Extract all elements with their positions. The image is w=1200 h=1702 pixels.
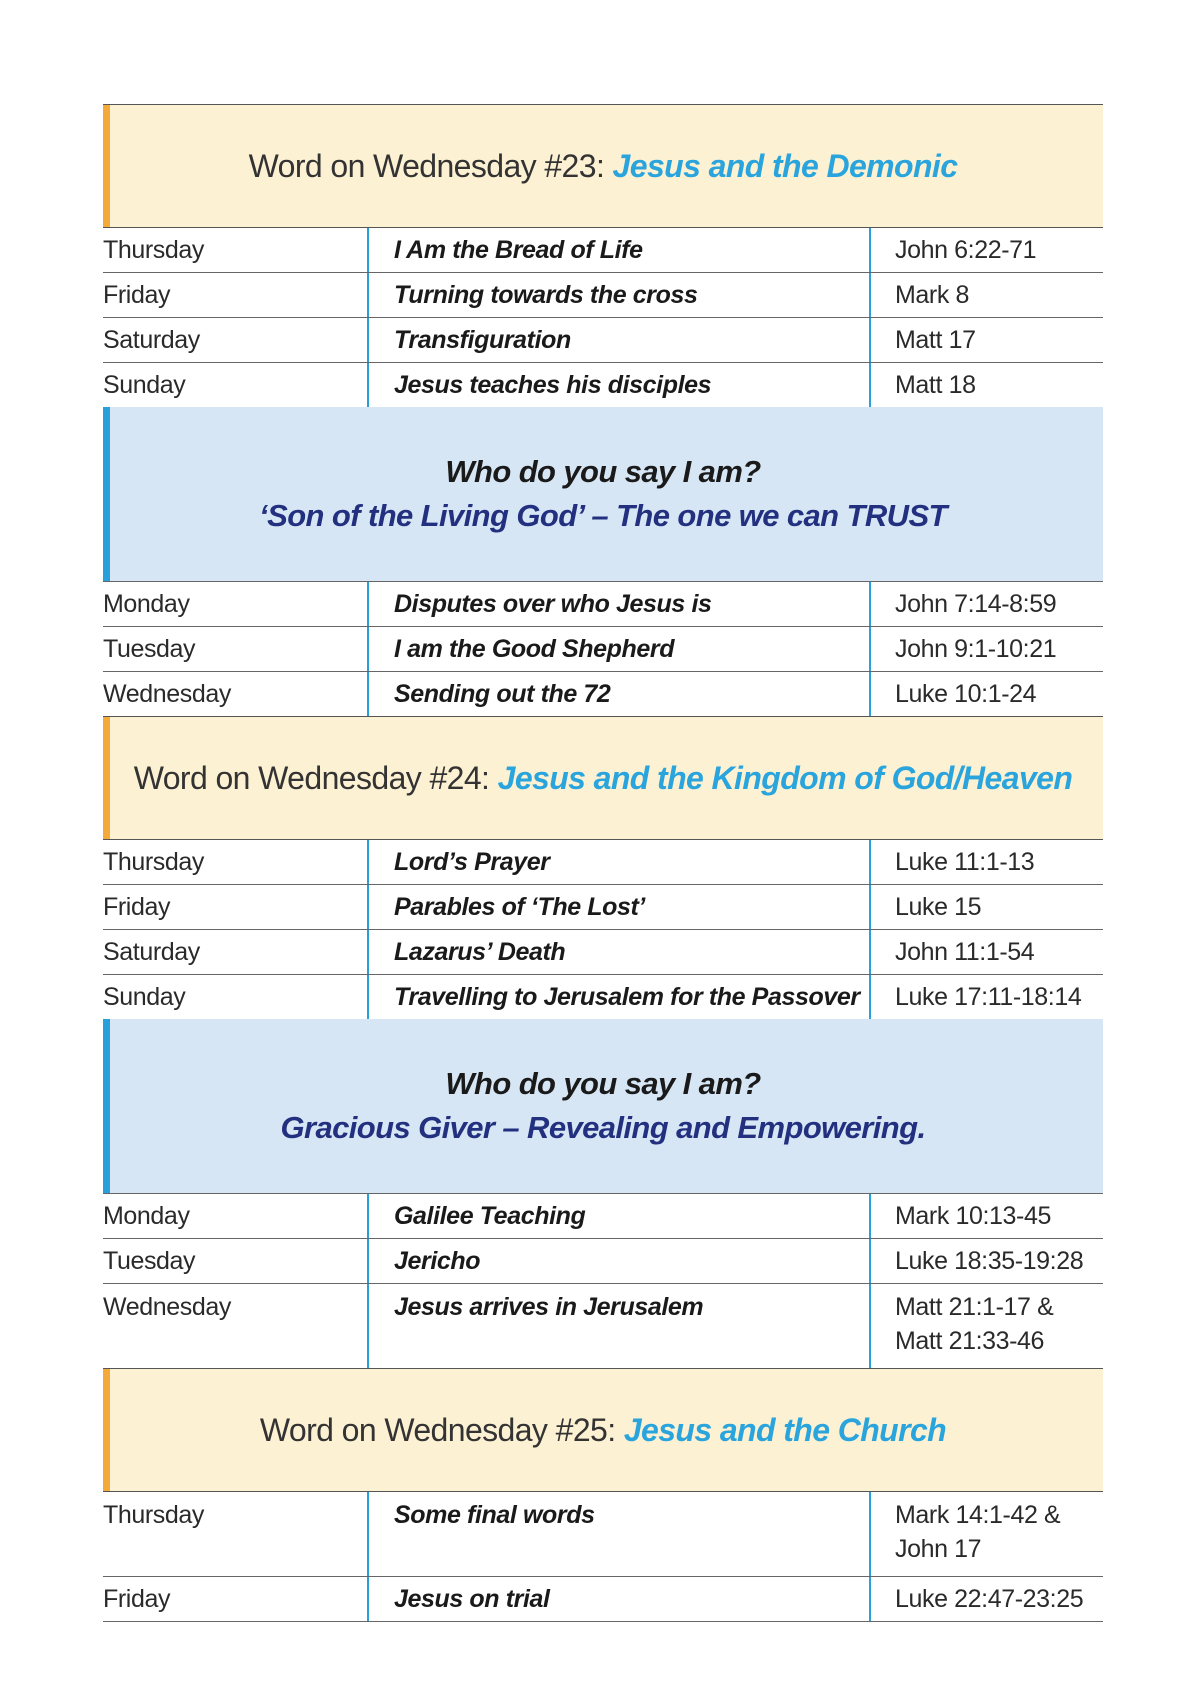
reference-cell: Luke 10:1-24 bbox=[869, 672, 1103, 716]
day-cell: Tuesday bbox=[103, 1247, 196, 1275]
title-cell: Jesus arrives in Jerusalem bbox=[367, 1284, 869, 1368]
who-banner-1 bbox=[103, 407, 1103, 581]
reference-cell: Luke 22:47-23:25 bbox=[869, 1577, 1103, 1621]
table-row bbox=[103, 273, 1103, 318]
reference-cell: John 6:22-71 bbox=[869, 228, 1103, 272]
reading-rows bbox=[103, 1193, 1103, 1368]
table-row bbox=[103, 228, 1103, 273]
day-cell: Sunday bbox=[103, 371, 186, 399]
wow-prefix: Word on Wednesday #23: bbox=[248, 147, 605, 184]
wow-prefix: Word on Wednesday #24: bbox=[133, 759, 490, 796]
table-row bbox=[103, 627, 1103, 672]
title-cell: Lazarus’ Death bbox=[367, 930, 869, 974]
title-cell: Lord’s Prayer bbox=[367, 840, 869, 884]
day-cell: Wednesday bbox=[103, 1293, 231, 1321]
wow-prefix: Word on Wednesday #25: bbox=[259, 1411, 616, 1448]
title-cell: Jesus on trial bbox=[367, 1577, 869, 1621]
reference-cell bbox=[869, 1284, 1103, 1368]
reading-plan bbox=[103, 104, 1103, 1622]
reference-cell: Luke 18:35-19:28 bbox=[869, 1239, 1103, 1283]
who-banner-2 bbox=[103, 1019, 1103, 1193]
wow-header-24 bbox=[103, 716, 1103, 840]
reference-line: Mark 14:1-42 & bbox=[895, 1501, 1061, 1529]
reading-rows bbox=[103, 840, 1103, 1019]
table-row bbox=[103, 318, 1103, 363]
reference-cell: Mark 8 bbox=[869, 273, 1103, 317]
day-cell: Monday bbox=[103, 1202, 190, 1230]
reference-cell: Matt 17 bbox=[869, 318, 1103, 362]
day-cell: Thursday bbox=[103, 1501, 205, 1529]
day-cell: Monday bbox=[103, 590, 190, 618]
table-row bbox=[103, 975, 1103, 1019]
title-cell: Travelling to Jerusalem for the Passover bbox=[367, 975, 869, 1019]
reading-rows bbox=[103, 1492, 1103, 1622]
title-cell: I Am the Bread of Life bbox=[367, 228, 869, 272]
day-cell: Friday bbox=[103, 1585, 171, 1613]
table-row bbox=[103, 1193, 1103, 1239]
day-cell: Friday bbox=[103, 281, 171, 309]
reference-cell bbox=[869, 1492, 1103, 1576]
title-cell: Galilee Teaching bbox=[367, 1194, 869, 1238]
title-cell: Some final words bbox=[367, 1492, 869, 1576]
reference-cell: Matt 18 bbox=[869, 363, 1103, 407]
reference-cell: John 11:1-54 bbox=[869, 930, 1103, 974]
table-row bbox=[103, 1577, 1103, 1622]
who-theme: Gracious Giver – Revealing and Empowering. bbox=[280, 1110, 926, 1145]
table-row bbox=[103, 840, 1103, 885]
table-row bbox=[103, 930, 1103, 975]
table-row bbox=[103, 1239, 1103, 1284]
day-cell: Tuesday bbox=[103, 635, 196, 663]
wow-topic: Jesus and the Church bbox=[623, 1411, 947, 1448]
table-row bbox=[103, 581, 1103, 627]
day-cell: Sunday bbox=[103, 983, 186, 1011]
day-cell: Thursday bbox=[103, 848, 205, 876]
reference-cell: John 7:14-8:59 bbox=[869, 582, 1103, 626]
reference-cell: Mark 10:13-45 bbox=[869, 1194, 1103, 1238]
day-cell: Friday bbox=[103, 893, 171, 921]
reference-line: Matt 21:33-46 bbox=[895, 1327, 1045, 1355]
reference-cell: Luke 11:1-13 bbox=[869, 840, 1103, 884]
title-cell: Transfiguration bbox=[367, 318, 869, 362]
who-question: Who do you say I am? bbox=[445, 454, 761, 489]
day-cell: Wednesday bbox=[103, 680, 231, 708]
who-question: Who do you say I am? bbox=[445, 1066, 761, 1101]
reading-rows bbox=[103, 581, 1103, 716]
reference-cell: Luke 17:11-18:14 bbox=[869, 975, 1103, 1019]
table-row bbox=[103, 672, 1103, 716]
day-cell: Saturday bbox=[103, 938, 200, 966]
title-cell: Turning towards the cross bbox=[367, 273, 869, 317]
reference-line: Matt 21:1-17 & bbox=[895, 1293, 1054, 1321]
title-cell: Jericho bbox=[367, 1239, 869, 1283]
title-cell: I am the Good Shepherd bbox=[367, 627, 869, 671]
title-cell: Parables of ‘The Lost’ bbox=[367, 885, 869, 929]
reference-cell: Luke 15 bbox=[869, 885, 1103, 929]
wow-topic: Jesus and the Demonic bbox=[612, 147, 958, 184]
title-cell: Disputes over who Jesus is bbox=[367, 582, 869, 626]
day-cell: Thursday bbox=[103, 236, 205, 264]
title-cell: Sending out the 72 bbox=[367, 672, 869, 716]
reading-rows bbox=[103, 228, 1103, 407]
table-row bbox=[103, 885, 1103, 930]
table-row bbox=[103, 363, 1103, 407]
reference-cell: John 9:1-10:21 bbox=[869, 627, 1103, 671]
wow-topic: Jesus and the Kingdom of God/Heaven bbox=[497, 759, 1073, 796]
wow-header-23 bbox=[103, 104, 1103, 228]
title-cell: Jesus teaches his disciples bbox=[367, 363, 869, 407]
reference-line: John 17 bbox=[895, 1535, 982, 1563]
day-cell: Saturday bbox=[103, 326, 200, 354]
table-row bbox=[103, 1284, 1103, 1368]
table-row bbox=[103, 1492, 1103, 1577]
who-theme: ‘Son of the Living God’ – The one we can TRUST bbox=[259, 498, 947, 533]
wow-header-25 bbox=[103, 1368, 1103, 1492]
